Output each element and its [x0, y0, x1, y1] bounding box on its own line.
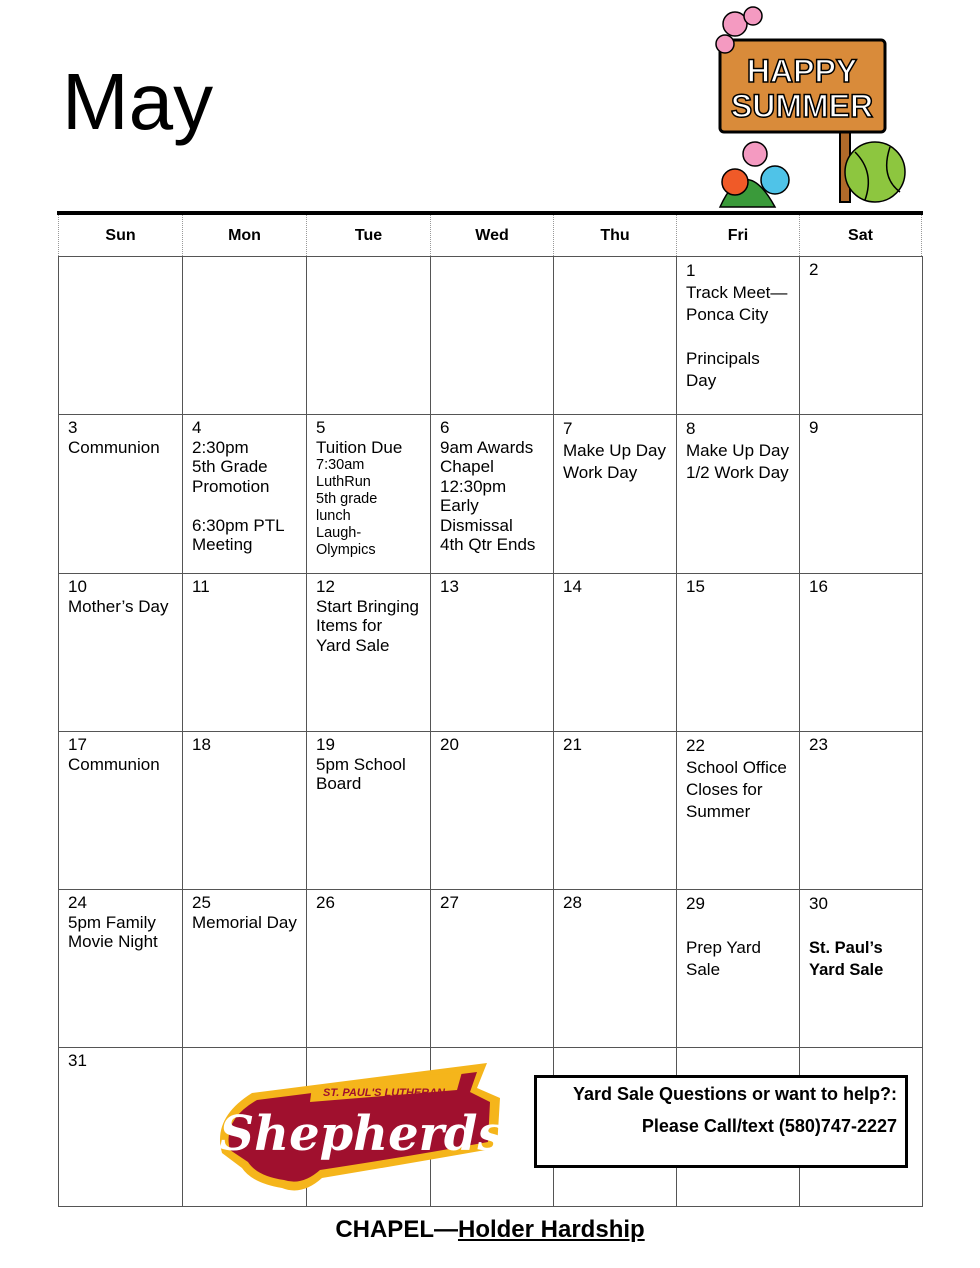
event-text: [686, 915, 799, 937]
day-number: 17: [68, 735, 87, 754]
day-number: 31: [68, 1051, 87, 1070]
day-cell: [58, 1047, 183, 1207]
day-cell: [58, 889, 183, 1048]
day-cell: [553, 256, 677, 415]
day-number: 26: [316, 893, 335, 912]
day-number: 25: [192, 893, 211, 912]
yard-sale-phone: Please Call/text (580)747-2227: [641, 1116, 897, 1136]
event-text: 5th Grade: [192, 457, 268, 476]
day-cell: [553, 889, 677, 1048]
day-cell: [430, 731, 554, 890]
day-cell: [182, 731, 307, 890]
event-text: Principals: [686, 349, 760, 368]
day-cell: [430, 889, 554, 1048]
logo-top-text: ST. PAUL'S LUTHERAN: [323, 1087, 445, 1099]
event-text: Meeting: [192, 535, 253, 554]
event-text: Dismissal: [440, 515, 513, 535]
event-text: 5pm School: [316, 754, 406, 774]
event-text: Yard Sale: [809, 961, 884, 979]
chapel-footer: [0, 1216, 980, 1244]
event-text: Communion: [68, 437, 160, 457]
event-text: Olympics: [316, 542, 376, 558]
shepherds-logo: [212, 1058, 507, 1196]
day-number: 3: [68, 418, 78, 437]
day-number: 6: [440, 418, 450, 437]
day-number: 21: [563, 735, 582, 754]
day-cell: [799, 256, 923, 415]
chapel-name: Holder Hardship: [457, 1216, 645, 1243]
event-text: 1/2 Work Day: [686, 463, 789, 482]
weekday-header-fri: Fri: [676, 215, 799, 256]
day-cell: [182, 573, 307, 732]
event-text: Sale: [686, 960, 721, 979]
day-number: 22: [686, 736, 705, 755]
day-cell: [430, 414, 554, 574]
day-cell: [430, 573, 554, 732]
event-text: [686, 326, 799, 348]
yard-sale-info-box: [534, 1075, 908, 1168]
happy-summer-clipart: [705, 2, 910, 212]
weekday-header-sat: Sat: [799, 215, 922, 256]
day-cell: [306, 731, 431, 890]
day-number: 28: [563, 893, 582, 912]
event-text: Communion: [68, 754, 160, 774]
event-text: 6:30pm PTL: [192, 515, 285, 535]
day-number: 30: [809, 894, 828, 913]
weekday-header-tue: Tue: [306, 215, 430, 256]
event-text: LuthRun: [316, 474, 371, 490]
day-number: 18: [192, 735, 211, 754]
day-cell: [306, 256, 431, 415]
event-text: Early: [440, 496, 479, 515]
day-number: 2: [809, 260, 819, 279]
day-cell: [676, 256, 800, 415]
day-cell: [553, 414, 677, 574]
event-text: 4th Qtr Ends: [440, 535, 536, 554]
day-cell: [553, 731, 677, 890]
svg-text:SUMMER: SUMMER: [730, 88, 874, 124]
event-text: 7:30am: [316, 457, 365, 473]
event-text: Yard Sale: [316, 635, 390, 655]
event-text: Chapel: [440, 457, 494, 476]
day-number: 24: [68, 893, 87, 912]
event-text: Mother’s Day: [68, 596, 169, 616]
event-text: Summer: [686, 802, 751, 821]
event-text: [809, 915, 922, 937]
day-number: 20: [440, 735, 459, 754]
day-cell: [306, 889, 431, 1048]
day-number: 16: [809, 577, 828, 596]
day-cell: [553, 573, 677, 732]
weekday-header-sun: Sun: [58, 215, 182, 256]
svg-text:HAPPY: HAPPY: [746, 53, 858, 89]
event-text: Day: [686, 371, 717, 390]
day-cell: [676, 414, 800, 574]
day-cell: [58, 731, 183, 890]
day-cell: [306, 573, 431, 732]
event-text: Track Meet—: [686, 283, 788, 302]
day-number: 19: [316, 735, 335, 754]
day-cell: [676, 731, 800, 890]
event-text: [192, 496, 306, 516]
weekday-header-mon: Mon: [182, 215, 306, 256]
event-text: Promotion: [192, 476, 270, 496]
day-number: 4: [192, 418, 202, 437]
day-cell: [182, 414, 307, 574]
event-text: Movie Night: [68, 932, 158, 951]
weekday-header-thu: Thu: [553, 215, 676, 256]
event-text: Laugh-: [316, 525, 362, 541]
yard-sale-question: Yard Sale Questions or want to help?:: [572, 1084, 897, 1104]
day-number: 29: [686, 894, 705, 913]
event-text: Ponca City: [686, 305, 769, 324]
day-cell: [430, 256, 554, 415]
event-text: 5pm Family: [68, 912, 156, 932]
day-number: 9: [809, 418, 819, 437]
day-number: 11: [192, 577, 210, 596]
event-text: Items for: [316, 616, 383, 635]
event-text: Memorial Day: [192, 912, 297, 932]
event-text: Work Day: [563, 463, 638, 482]
day-number: 7: [563, 419, 573, 438]
day-cell: [182, 256, 307, 415]
event-text: Closes for: [686, 780, 763, 799]
event-text: 9am Awards: [440, 437, 534, 457]
event-text: 2:30pm: [192, 437, 249, 457]
day-cell: [58, 256, 183, 415]
weekday-header-wed: Wed: [430, 215, 553, 256]
event-text: Board: [316, 774, 362, 793]
event-text: St. Paul’s: [809, 939, 883, 957]
month-title: May: [62, 57, 214, 146]
day-number: 15: [686, 577, 705, 596]
day-number: 23: [809, 735, 828, 754]
day-cell: [799, 889, 923, 1048]
day-cell: [676, 889, 800, 1048]
logo-name: Shepherds: [219, 1106, 505, 1162]
event-text: 12:30pm: [440, 476, 507, 496]
event-text: School Office: [686, 758, 787, 777]
day-cell: [306, 414, 431, 574]
day-number: 12: [316, 577, 335, 596]
day-cell: [799, 573, 923, 732]
day-cell: [676, 573, 800, 732]
day-cell: [58, 573, 183, 732]
day-number: 27: [440, 893, 459, 912]
day-number: 14: [563, 577, 582, 596]
day-number: 1: [686, 261, 696, 280]
day-number: 8: [686, 419, 696, 438]
event-text: Tuition Due: [316, 437, 403, 457]
day-number: 13: [440, 577, 459, 596]
day-cell: [182, 889, 307, 1048]
event-text: Start Bringing: [316, 596, 419, 616]
event-text: lunch: [316, 508, 351, 524]
day-number: 10: [68, 577, 87, 596]
chapel-label: CHAPEL—: [335, 1216, 458, 1243]
event-text: Make Up Day: [563, 441, 666, 460]
event-text: 5th grade: [316, 491, 378, 507]
day-cell: [799, 731, 923, 890]
day-cell: [799, 414, 923, 574]
day-number: 5: [316, 418, 326, 437]
event-text: Make Up Day: [686, 441, 789, 460]
day-cell: [58, 414, 183, 574]
event-text: Prep Yard: [686, 938, 761, 957]
